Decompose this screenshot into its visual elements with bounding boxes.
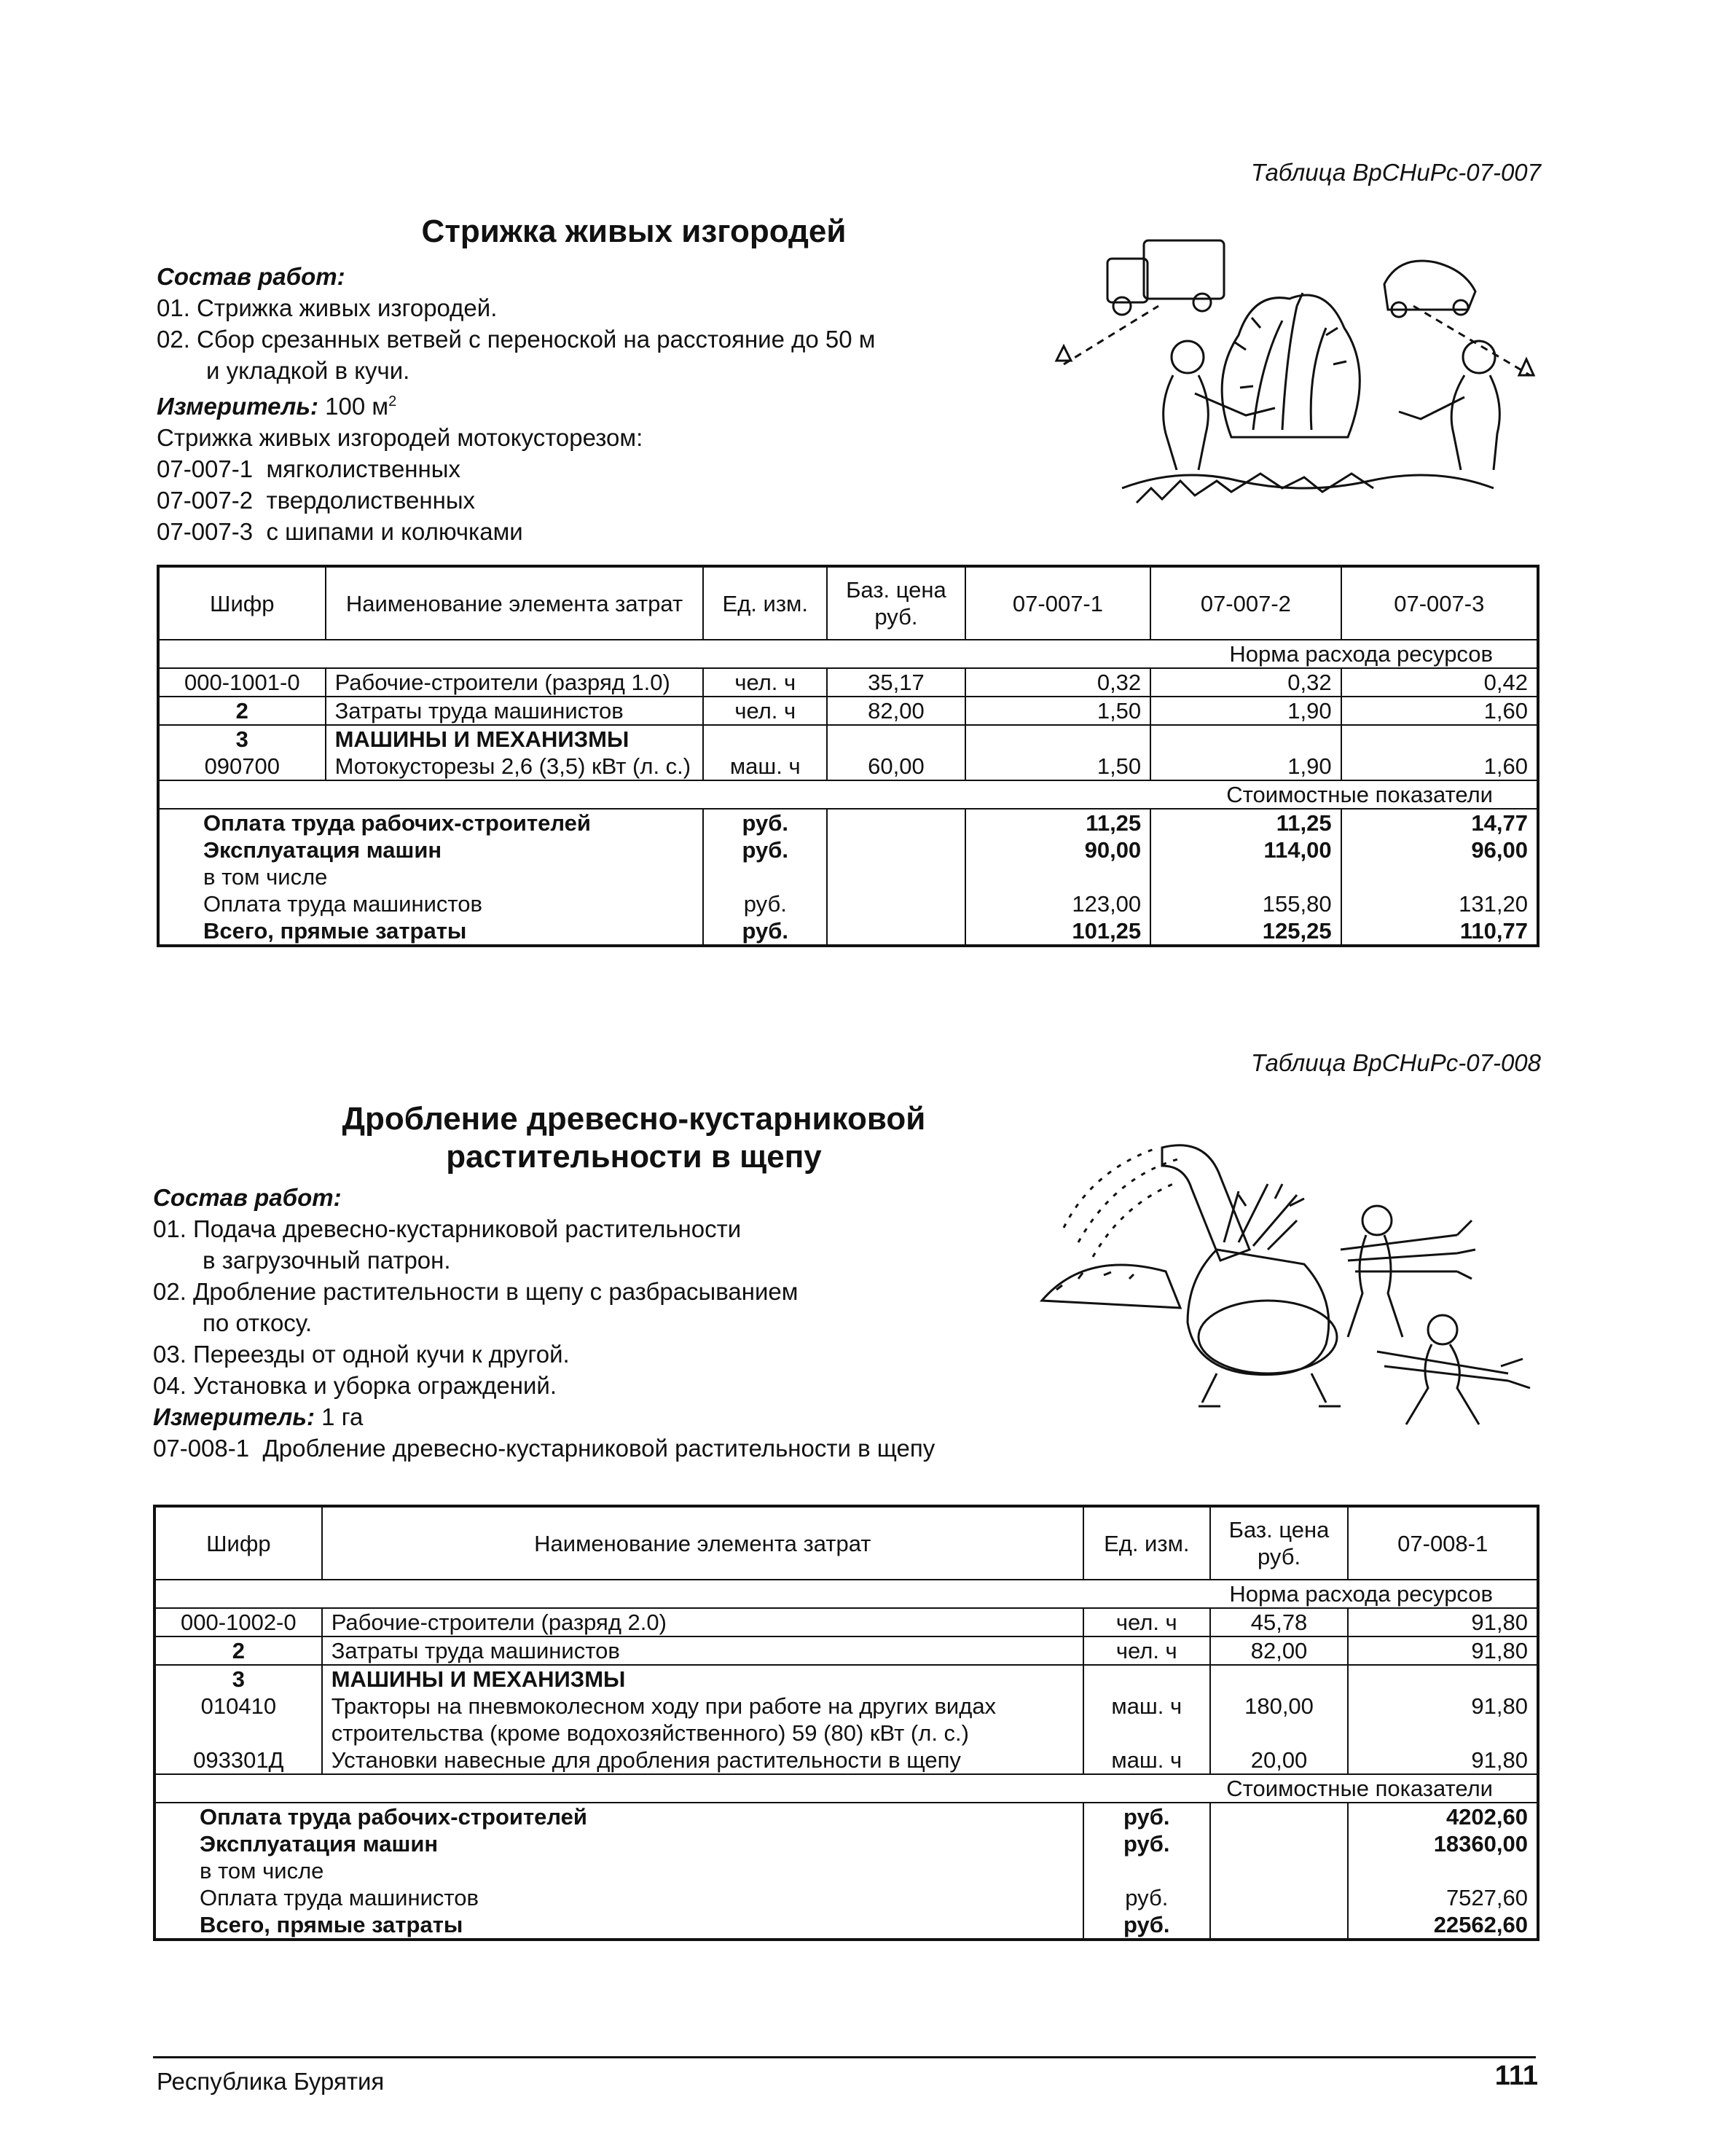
cost-row: Оплата труда машинистов руб. 123,00 155,80 131,20 <box>158 890 1538 917</box>
table-row: 000-1001-0 Рабочие-строители (разряд 1.0) чел. ч 35,17 0,32 0,32 0,42 <box>158 668 1538 697</box>
band-cost: Стоимостные показатели <box>154 1774 1538 1803</box>
cost-row: Всего, прямые затраты руб. 22562,60 <box>154 1911 1538 1940</box>
table-header-row: Шифр Наименование элемента затрат Ед. изм. Баз. цена руб. 07-007-1 07-007-2 07-007-3 <box>158 566 1538 640</box>
cost-row: Эксплуатация машин руб. 18360,00 <box>154 1830 1538 1857</box>
measure-label: Измеритель: <box>157 393 318 420</box>
table-row: 090700 Мотокусторезы 2,6 (3,5) кВт (л. с.) маш. ч 60,00 1,50 1,90 1,60 <box>158 753 1538 780</box>
resource-table-1 <box>157 565 1539 947</box>
table-row: 000-1002-0 Рабочие-строители (разряд 2.0) чел. ч 45,78 91,80 <box>154 1608 1538 1636</box>
band-norm: Норма расхода ресурсов <box>154 1580 1538 1608</box>
composition-label: Состав работ: <box>157 263 345 290</box>
cost-row: Эксплуатация машин руб. 90,00 114,00 96,00 <box>158 836 1538 863</box>
table-row: 2 Затраты труда машинистов чел. ч 82,00 1,50 1,90 1,60 <box>158 697 1538 725</box>
page-number: 111 <box>1494 2061 1538 2091</box>
cost-row: Оплата труда рабочих-строителей руб. 4202,60 <box>154 1803 1538 1830</box>
cost-row: Оплата труда машинистов руб. 7527,60 <box>154 1884 1538 1911</box>
table-row: 2 Затраты труда машинистов чел. ч 82,00 91,80 <box>154 1636 1538 1665</box>
measure-label: Измеритель: <box>153 1403 315 1430</box>
table-caption-2: Таблица ВрСНиРс-07-008 <box>1251 1049 1541 1076</box>
band-cost: Стоимостные показатели <box>158 780 1538 809</box>
cost-row: Оплата труда рабочих-строителей руб. 11,25 11,25 14,77 <box>158 809 1538 836</box>
table-row: 010410 Тракторы на пневмоколесном ходу при работе на других видах строительства (кроме водохозяйственного) 59 (80) кВт (л. с.) маш. ч 180,00 91,80 <box>154 1693 1538 1747</box>
cost-row: Всего, прямые затраты руб. 101,25 125,25 110,77 <box>158 917 1538 946</box>
footer-divider <box>153 2056 1536 2058</box>
work-description-1: Состав работ: 01. Стрижка живых изгородей. 02. Сбор срезанных ветвей с переноской на расстояние до 50 м и укладкой в кучи. Измеритель: 100 $м^2$ Стрижка живых изгородей мотокусторезом: 07-007-1 мягколиственных 07-007-2 твердолиственных 07-007-3 с шипами и колючками <box>157 263 876 545</box>
section-title-1: Стрижка живых изгородей <box>421 213 847 249</box>
resource-table-2 <box>153 1505 1539 1941</box>
footer-region: Республика Бурятия <box>157 2068 385 2095</box>
table-header-row: Шифр Наименование элемента затрат Ед. изм. Баз. цена руб. 07-008-1 <box>154 1506 1538 1580</box>
table-caption-1: Таблица ВрСНиРс-07-007 <box>1251 159 1541 186</box>
band-norm: Норма расхода ресурсов <box>158 640 1538 668</box>
table-row: 3 МАШИНЫ И МЕХАНИЗМЫ <box>154 1665 1538 1693</box>
composition-label: Состав работ: <box>153 1184 342 1211</box>
table-row: 3 МАШИНЫ И МЕХАНИЗМЫ <box>158 725 1538 753</box>
section-title-2: Дробление древесно-кустарниковой растительности в щепу <box>342 1101 926 1175</box>
cost-row: в том числе <box>154 1857 1538 1884</box>
table-row: 093301Д Установки навесные для дробления растительности в щепу маш. ч 20,00 91,80 <box>154 1747 1538 1774</box>
work-description-2: Состав работ: 01. Подача древесно-кустарниковой растительности в загрузочный патрон. 02. Дробление растительности в щепу с разбрасыванием по откосу. 03. Переезды от одной кучи к другой. 04. Установка и уборка ограждений. Измеритель: 1 га 07-008-1 Дробление древесно-кустарниковой растительности в щепу <box>153 1184 935 1462</box>
hedge-trimming-illustration <box>1035 219 1559 525</box>
cost-row: в том числе <box>158 863 1538 890</box>
wood-chipper-illustration <box>1035 1133 1545 1446</box>
